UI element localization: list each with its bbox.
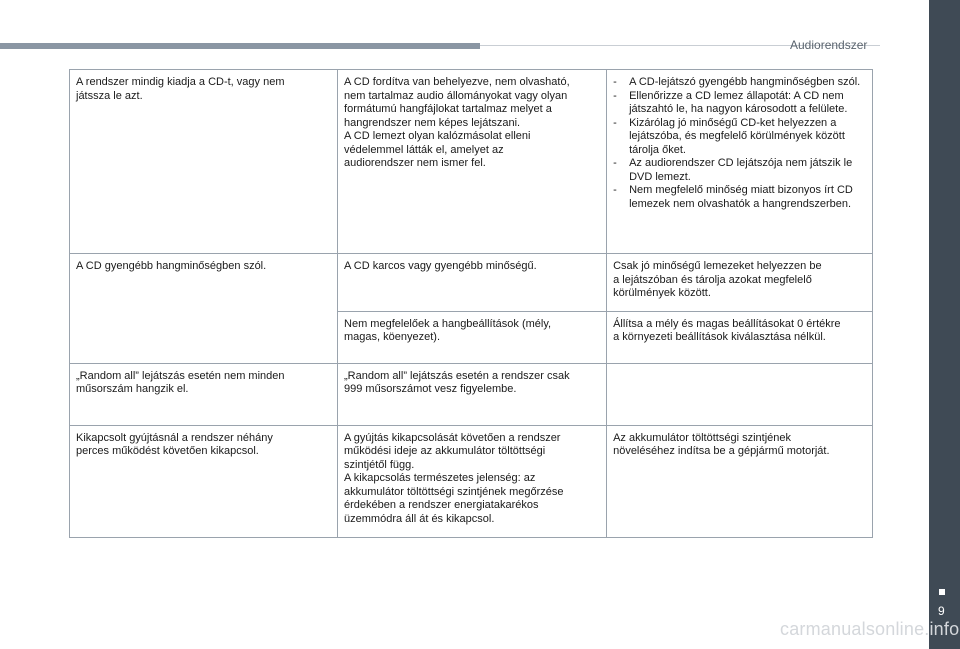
solution-cell: Állítsa a mély és magas beállításokat 0 értékre a környezeti beállítások kiválasztása nélkül.	[607, 311, 873, 363]
solution-cell: Csak jó minőségű lemezeket helyezzen be a lejátszóban és tárolja azokat megfelelő körülmények között.	[607, 254, 873, 312]
page-marker-icon	[939, 589, 945, 595]
solution-cell: Az akkumulátor töltöttségi szintjének növeléséhez indítsa be a gépjármű motorját.	[607, 425, 873, 537]
table-row	[70, 254, 873, 312]
page-number: 9	[938, 604, 945, 618]
list-item: - Nem megfelelő minőség miatt bizonyos írt CD lemezek nem olvashatók a hangrendszerben.	[613, 184, 853, 210]
section-title: Audiorendszer	[790, 38, 868, 52]
cause-cell: „Random all” lejátszás esetén a rendszer csak 999 műsorszámot vesz figyelembe.	[338, 363, 607, 425]
problem-cell: A rendszer mindig kiadja a CD-t, vagy nem játssza le azt.	[70, 70, 338, 254]
table-row	[70, 363, 873, 425]
solution-cell	[607, 363, 873, 425]
cause-cell: A CD karcos vagy gyengébb minőségű.	[338, 254, 607, 312]
header-bar	[0, 43, 480, 49]
list-item: - Kizárólag jó minőségű CD-ket helyezzen a lejátszóba, és megfelelő körülmények között tárolja őket.	[613, 116, 845, 156]
problem-cell: „Random all” lejátszás esetén nem minden műsorszám hangzik el.	[70, 363, 338, 425]
solution-cell	[607, 70, 873, 254]
troubleshooting-table	[69, 69, 873, 538]
cause-cell: Nem megfelelőek a hangbeállítások (mély, magas, köenyezet).	[338, 311, 607, 363]
table-row	[70, 70, 873, 254]
list-item: - Ellenőrizze a CD lemez állapotát: A CD nem játszahtó le, ha nagyon károsodott a felülete.	[613, 89, 848, 115]
cause-cell: A gyújtás kikapcsolását követően a rendszer működési ideje az akkumulátor töltöttségi szintjétől függ. A kikapcsolás természetes jelenség: az akkumulátor töltöttségi szintjének megőrzése érdekében a rendszer energiatakarékos üzemmódra áll át és kikapcsol.	[338, 425, 607, 537]
list-item: - Az audiorendszer CD lejátszója nem játszik le DVD lemezt.	[613, 157, 853, 183]
problem-cell: Kikapcsolt gyújtásnál a rendszer néhány perces működést követően kikapcsol.	[70, 425, 338, 537]
watermark: carmanualsonline.info	[780, 619, 960, 639]
side-strip	[929, 0, 960, 649]
problem-cell: A CD gyengébb hangminőségben szól.	[70, 254, 338, 364]
solution-list	[613, 76, 866, 211]
table-row	[70, 425, 873, 537]
cause-cell: A CD fordítva van behelyezve, nem olvasható, nem tartalmaz audio állományokat vagy olyan formátumú hangfájlokat tartalmaz melyet a hangrendszer nem képes lejátszani. A CD lemezt olyan kalózmásolat elleni védelemmel látták el, amelyet az audiorendszer nem ismer fel.	[338, 70, 607, 254]
list-item: - A CD-lejátszó gyengébb hangminőségben szól.	[613, 76, 861, 88]
